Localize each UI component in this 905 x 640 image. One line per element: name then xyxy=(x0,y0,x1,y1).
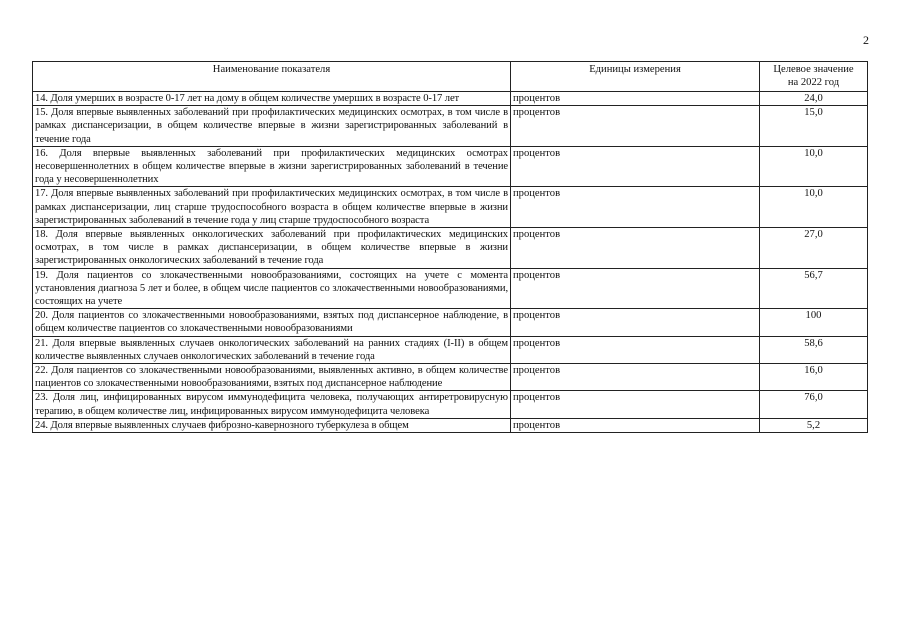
table-row xyxy=(33,106,868,147)
indicator-name: 19. Доля пациентов со злокачественными новообразованиями, состоящих на учете с момента установления диагноза 5 лет и более, в общем числе пациентов со злокачественными новообразованиями, состоящих на учете xyxy=(33,268,511,309)
table-header-row xyxy=(33,62,868,92)
indicator-target: 15,0 xyxy=(760,106,868,147)
indicator-target: 76,0 xyxy=(760,391,868,418)
indicator-unit: процентов xyxy=(511,228,760,269)
indicator-name: 16. Доля впервые выявленных заболеваний при профилактических медицинских осмотрах несовершеннолетних в общем количестве впервые в жизни зарегистрированных заболеваний в течение года у несовершеннолетних xyxy=(33,146,511,187)
header-target-line2: на 2022 год xyxy=(787,77,840,89)
indicator-target: 58,6 xyxy=(760,336,868,363)
indicator-unit: процентов xyxy=(511,268,760,309)
table-row xyxy=(33,391,868,418)
indicator-unit: процентов xyxy=(511,92,760,106)
indicator-unit: процентов xyxy=(511,364,760,391)
indicator-name: 17. Доля впервые выявленных заболеваний при профилактических медицинских осмотрах, в том числе в рамках диспансеризации, лиц старше трудоспособного возраста в общем количестве впервые в жизни зарегистрированных заболеваний в течение года у лиц старше трудоспособного возраста xyxy=(33,187,511,228)
table-row xyxy=(33,336,868,363)
header-target-value xyxy=(760,62,868,92)
indicators-table xyxy=(32,61,868,433)
indicator-name: 18. Доля впервые выявленных онкологических заболеваний при профилактических медицинских осмотрах, в том числе в рамках диспансеризации, в общем количестве впервые в жизни зарегистрированных онкологических заболеваний в течение года xyxy=(33,228,511,269)
table-row xyxy=(33,228,868,269)
table-row xyxy=(33,146,868,187)
indicator-target: 16,0 xyxy=(760,364,868,391)
indicator-name: 22. Доля пациентов со злокачественными новообразованиями, выявленных активно, в общем количестве пациентов со злокачественными новообразованиями, взятых под диспансерное наблюдение xyxy=(33,364,511,391)
header-indicator-name: Наименование показателя xyxy=(33,62,511,92)
indicator-name: 14. Доля умерших в возрасте 0-17 лет на дому в общем количестве умерших в возрасте 0-17 лет xyxy=(33,92,511,106)
indicator-name: 15. Доля впервые выявленных заболеваний при профилактических медицинских осмотрах, в том числе в рамках диспансеризации, в общем количестве впервые в жизни зарегистрированных заболеваний в течение года xyxy=(33,106,511,147)
indicator-target: 10,0 xyxy=(760,187,868,228)
indicator-unit: процентов xyxy=(511,106,760,147)
indicator-unit: процентов xyxy=(511,391,760,418)
header-units: Единицы измерения xyxy=(511,62,760,92)
indicator-target: 27,0 xyxy=(760,228,868,269)
table-row xyxy=(33,187,868,228)
indicator-unit: процентов xyxy=(511,336,760,363)
indicator-name: 21. Доля впервые выявленных случаев онкологических заболеваний на ранних стадиях (I-II) в общем количестве выявленных случаев онкологических заболеваний в течение года xyxy=(33,336,511,363)
indicator-name: 23. Доля лиц, инфицированных вирусом иммунодефицита человека, получающих антиретровирусную терапию, в общем количестве лиц, инфицированных вирусом иммунодефицита человека xyxy=(33,391,511,418)
page-number: 2 xyxy=(863,33,869,47)
indicator-target: 5,2 xyxy=(760,418,868,432)
table-row xyxy=(33,418,868,432)
indicator-target: 100 xyxy=(760,309,868,336)
indicator-target: 10,0 xyxy=(760,146,868,187)
indicator-name: 20. Доля пациентов со злокачественными новообразованиями, взятых под диспансерное наблюдение, в общем количестве пациентов со злокачественными новообразованиями xyxy=(33,309,511,336)
indicator-unit: процентов xyxy=(511,309,760,336)
indicator-unit: процентов xyxy=(511,146,760,187)
indicator-unit: процентов xyxy=(511,187,760,228)
table-row xyxy=(33,309,868,336)
table-row xyxy=(33,364,868,391)
indicator-name: 24. Доля впервые выявленных случаев фиброзно-кавернозного туберкулеза в общем xyxy=(33,418,511,432)
table-row xyxy=(33,268,868,309)
indicator-target: 24,0 xyxy=(760,92,868,106)
table-row xyxy=(33,92,868,106)
indicator-target: 56,7 xyxy=(760,268,868,309)
header-target-line1: Целевое значение xyxy=(773,64,854,75)
indicator-unit: процентов xyxy=(511,418,760,432)
